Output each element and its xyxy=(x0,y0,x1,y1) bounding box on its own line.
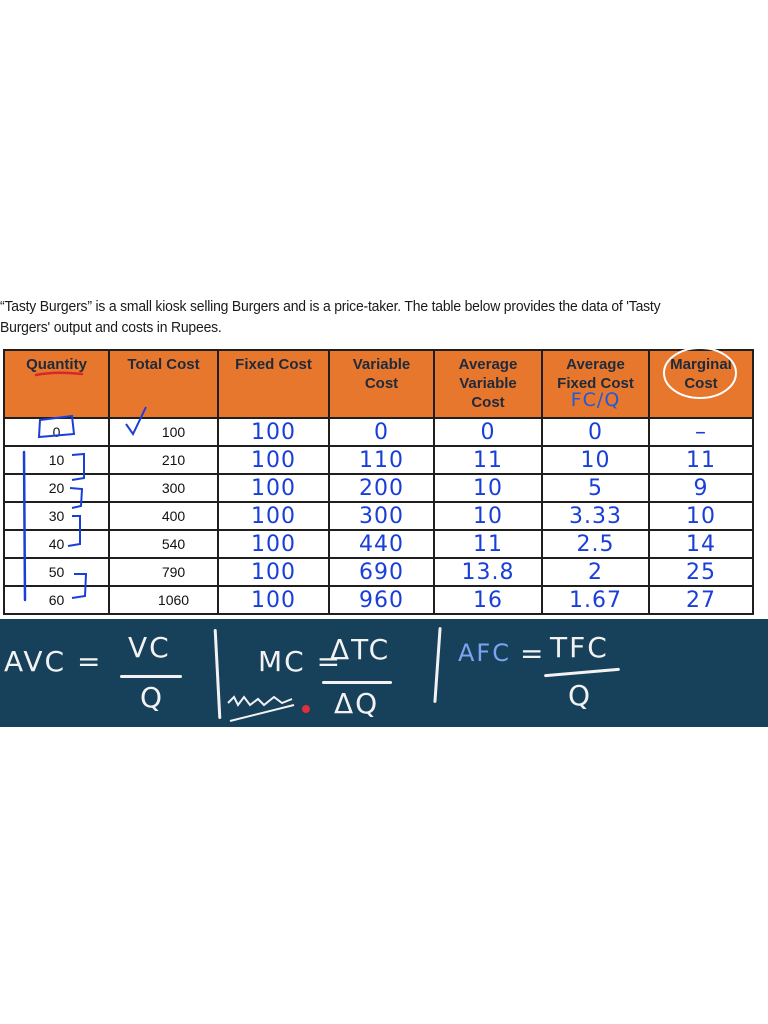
afc-cell xyxy=(542,530,649,558)
header-average-fixed-cost: Average Fixed Cost FC/Q xyxy=(542,350,649,418)
total-cost-cell-value: 300 xyxy=(161,480,186,496)
afc-cell-value: 5 xyxy=(588,475,603,501)
quantity-cell xyxy=(4,586,109,614)
mc-cell-value: 11 xyxy=(686,447,716,473)
avc-cell-value: 11 xyxy=(473,531,503,557)
variable-cost-cell xyxy=(329,586,434,614)
variable-cost-cell-value: 440 xyxy=(359,531,404,557)
header-total-cost: Total Cost xyxy=(109,350,218,418)
header-marginal-cost: Marginal Cost xyxy=(649,350,753,418)
avc-cell-value: 10 xyxy=(473,475,503,501)
avc-fraction-bar xyxy=(120,675,182,678)
total-cost-cell xyxy=(109,530,218,558)
problem-statement xyxy=(0,296,712,338)
fixed-cost-cell xyxy=(218,530,329,558)
avc-cell-value: 13.8 xyxy=(461,559,515,585)
total-cost-cell xyxy=(109,474,218,502)
afc-equals: = xyxy=(520,637,546,670)
mc-cell xyxy=(649,446,753,474)
mc-numerator: ΔTC xyxy=(330,633,391,666)
table-row xyxy=(4,474,753,502)
fixed-cost-cell-value: 100 xyxy=(251,419,296,445)
avc-cell-value: 11 xyxy=(473,447,503,473)
quantity-cell-value: 20 xyxy=(48,480,65,496)
fixed-cost-cell xyxy=(218,446,329,474)
quantity-cell xyxy=(4,446,109,474)
total-cost-cell xyxy=(109,418,218,446)
table-row xyxy=(4,502,753,530)
mc-cell xyxy=(649,502,753,530)
header-variable-cost: Variable Cost xyxy=(329,350,434,418)
avc-numerator: VC xyxy=(128,631,171,664)
fixed-cost-cell xyxy=(218,502,329,530)
mc-denominator: ΔQ xyxy=(334,687,380,720)
mc-label: MC = xyxy=(258,645,343,678)
divider-1 xyxy=(214,629,222,719)
afc-cell xyxy=(542,586,649,614)
variable-cost-cell-value: 110 xyxy=(359,447,404,473)
quantity-cell xyxy=(4,530,109,558)
total-cost-cell xyxy=(109,558,218,586)
total-cost-cell-value: 210 xyxy=(161,452,186,468)
mc-cell-value: – xyxy=(695,419,707,445)
variable-cost-cell xyxy=(329,530,434,558)
problem-statement-line-2: Burgers' output and costs in Rupees. xyxy=(0,319,222,336)
afc-denominator: Q xyxy=(568,679,593,712)
quantity-cell xyxy=(4,502,109,530)
variable-cost-cell-value: 960 xyxy=(359,587,404,613)
table-row xyxy=(4,446,753,474)
variable-cost-cell-value: 200 xyxy=(359,475,404,501)
avc-cell xyxy=(434,418,542,446)
quantity-cell xyxy=(4,418,109,446)
avc-cell xyxy=(434,474,542,502)
total-cost-cell-value: 100 xyxy=(161,424,186,440)
total-cost-cell-value: 540 xyxy=(161,536,186,552)
avc-cell xyxy=(434,586,542,614)
afc-cell xyxy=(542,558,649,586)
formula-board xyxy=(0,619,768,727)
variable-cost-cell xyxy=(329,446,434,474)
divider-2 xyxy=(433,627,441,703)
mc-cell xyxy=(649,474,753,502)
table-row xyxy=(4,530,753,558)
mc-cell-value: 14 xyxy=(686,531,716,557)
afc-cell xyxy=(542,446,649,474)
avc-cell-value: 10 xyxy=(473,503,503,529)
fixed-cost-cell-value: 100 xyxy=(251,475,296,501)
header-average-variable-cost: Average Variable Cost xyxy=(434,350,542,418)
afc-label: AFC xyxy=(458,639,511,667)
afc-cell-value: 0 xyxy=(588,419,603,445)
avc-cell-value: 16 xyxy=(473,587,503,613)
total-cost-cell xyxy=(109,586,218,614)
avc-cell xyxy=(434,558,542,586)
fixed-cost-cell xyxy=(218,474,329,502)
afc-cell-value: 3.33 xyxy=(569,503,622,529)
quantity-cell-value: 40 xyxy=(48,536,65,552)
afc-cell-value: 10 xyxy=(580,447,611,473)
variable-cost-cell-value: 690 xyxy=(359,559,404,585)
avc-cell xyxy=(434,530,542,558)
header-fixed-cost: Fixed Cost xyxy=(218,350,329,418)
variable-cost-cell xyxy=(329,418,434,446)
mc-cell xyxy=(649,418,753,446)
quantity-cell xyxy=(4,558,109,586)
mc-fraction-bar xyxy=(322,681,392,684)
afc-fraction-bar xyxy=(544,668,620,678)
afc-cell-value: 2.5 xyxy=(576,531,615,557)
quantity-cell-value: 0 xyxy=(52,424,61,440)
quantity-cell-value: 10 xyxy=(48,452,65,468)
mc-cell-value: 27 xyxy=(686,587,716,613)
fixed-cost-cell-value: 100 xyxy=(251,559,296,585)
table-header-row xyxy=(4,350,753,418)
fixed-cost-cell-value: 100 xyxy=(251,531,296,557)
mc-cell-value: 9 xyxy=(693,475,709,501)
table-row xyxy=(4,586,753,614)
total-cost-cell-value: 1060 xyxy=(157,592,190,608)
header-quantity: Quantity xyxy=(4,350,109,418)
total-cost-cell-value: 790 xyxy=(161,564,186,580)
scribble-marks xyxy=(224,685,316,725)
variable-cost-cell xyxy=(329,502,434,530)
afc-formula-annotation: FC/Q xyxy=(570,389,621,411)
fixed-cost-cell xyxy=(218,586,329,614)
avc-cell-value: 0 xyxy=(480,419,496,445)
fixed-cost-cell-value: 100 xyxy=(251,587,296,613)
afc-cell xyxy=(542,418,649,446)
avc-denominator: Q xyxy=(140,681,165,714)
cost-table xyxy=(3,349,754,615)
fixed-cost-cell-value: 100 xyxy=(251,447,296,473)
quantity-cell-value: 50 xyxy=(48,564,65,580)
quantity-cell-value: 30 xyxy=(48,508,65,524)
quantity-cell xyxy=(4,474,109,502)
problem-statement-line-1: “Tasty Burgers” is a small kiosk selling Burgers and is a price-taker. The table below provides the data of 'Tasty xyxy=(0,298,661,315)
afc-cell xyxy=(542,474,649,502)
fixed-cost-cell-value: 100 xyxy=(251,503,296,529)
mc-cell xyxy=(649,586,753,614)
total-cost-cell-value: 400 xyxy=(161,508,186,524)
variable-cost-cell-value: 300 xyxy=(359,503,404,529)
table-row xyxy=(4,418,753,446)
fixed-cost-cell xyxy=(218,558,329,586)
mc-cell xyxy=(649,530,753,558)
afc-cell-value: 1.67 xyxy=(569,587,622,613)
afc-numerator: TFC xyxy=(550,631,609,664)
avc-cell xyxy=(434,502,542,530)
total-cost-cell xyxy=(109,502,218,530)
total-cost-cell xyxy=(109,446,218,474)
avc-cell xyxy=(434,446,542,474)
variable-cost-cell-value: 0 xyxy=(374,419,389,445)
quantity-cell-value: 60 xyxy=(48,592,65,608)
afc-cell-value: 2 xyxy=(588,559,603,585)
mc-cell-value: 25 xyxy=(686,559,716,585)
mc-cell-value: 10 xyxy=(686,503,716,529)
table-row xyxy=(4,558,753,586)
afc-cell xyxy=(542,502,649,530)
variable-cost-cell xyxy=(329,558,434,586)
fixed-cost-cell xyxy=(218,418,329,446)
avc-label: AVC = xyxy=(4,645,103,678)
variable-cost-cell xyxy=(329,474,434,502)
mc-cell xyxy=(649,558,753,586)
